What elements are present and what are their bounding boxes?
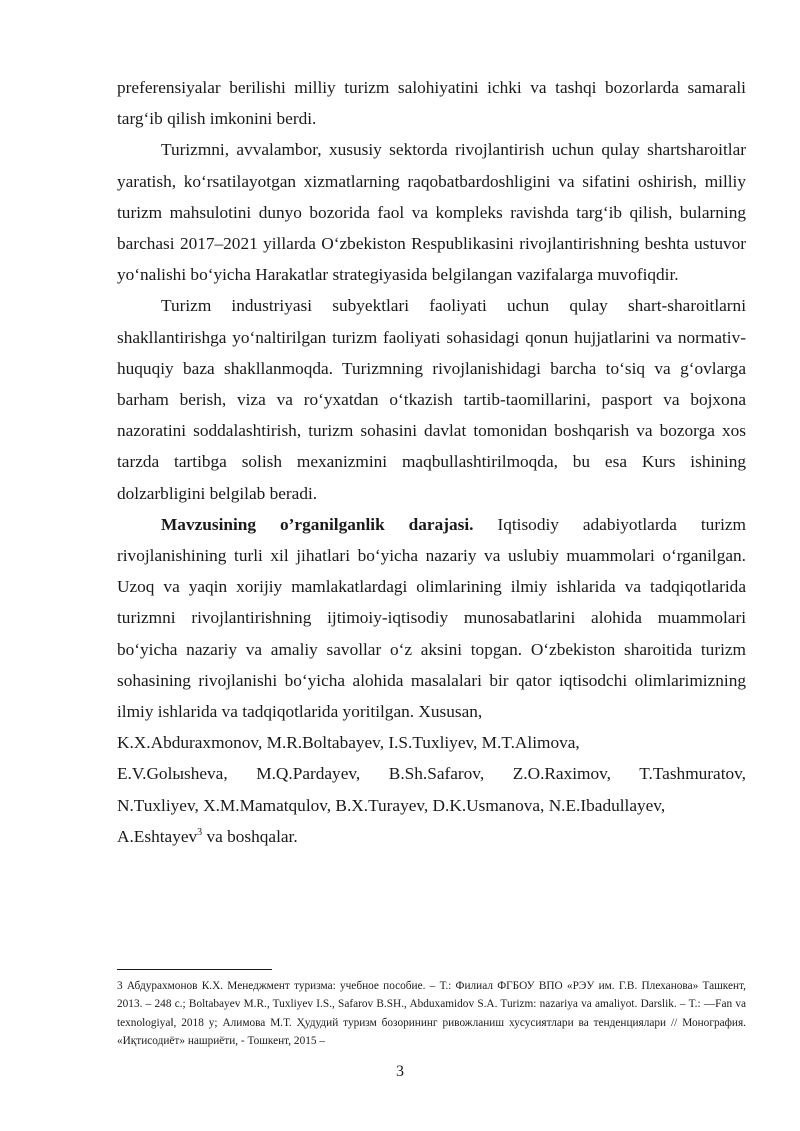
footnote: 3 Абдурахмонов К.Х. Менеджмент туризма: учебное пособие. – Т.: Филиал ФГБОУ ВПО «РЭУ им. Г.В. Плеханова» Ташкент, 2013. – 248 с.; Boltabayev M.R., Tuxliyev I.S., Safarov B.SH., Abduxamidov S.A. Turizm: nazariya va amaliyot. Darslik. – T.: ―Fan va texnologiya‖, 2018 y; Алимова М.Т. Ҳудудий туризм бозорининг ривожланиш хусусиятлари ва тенденциялари // Монография. «Иқтисодиёт» нашриёти, - Тошкент, 2015 –: [117, 980, 746, 1048]
page-number: 3: [396, 1063, 404, 1080]
section-heading: Mavzusining o’rganilganlik darajasi.: [161, 514, 474, 534]
body-text: [117, 72, 746, 852]
authors-line-1: K.X.Abduraxmonov, M.R.Boltabayev, I.S.Tuxliyev, M.T.Alimova,: [117, 733, 580, 753]
paragraph-2: Turizmni, avvalambor, xususiy sektorda rivojlantirish uchun qulay shartsharoitlar yaratish, ko‘rsatilayotgan xizmatlarning raqobatbardoshligini va sifatini oshirish, milliy turizm mahsulotini dunyo bozorida faol va kompleks ravishda targ‘ib qilish, bularning barchasi 2017–2021 yillarda O‘zbekiston Respublikasini rivojlantirishning beshta ustuvor yo‘nalishi bo‘yicha Harakatlar strategiyasida belgilangan vazifalarga muvofiqdir.: [117, 140, 746, 285]
paragraph-1: preferensiyalar berilishi milliy turizm salohiyatini ichki va tashqi bozorlarda samarali targ‘ib qilish imkonini berdi.: [117, 78, 746, 129]
author-eshtayev: A.Eshtayev: [117, 826, 198, 846]
paragraph-4-text: Iqtisodiy adabiyotlarda turizm rivojlanishining turli xil jihatlari bo‘yicha nazariy va uslubiy muammolari o‘rganilgan. Uzoq va yaqin xorijiy mamlakatlardagi olimlarining ilmiy ishlarida va tadqiqotlarida turizmni rivojlantirishning ijtimoiy-iqtisodiy munosabatlarini alohida muammolari bo‘yicha nazariy va amaliy savollar o‘z aksini topgan. O‘zbekiston sharoitida turizm sohasining rivojlanishi bo‘yicha alohida masalalari bir qator iqtisodchi olimlarimizning ilmiy ishlarida va tadqiqotlarida yoritilgan. Xususan,: [117, 514, 746, 722]
footnote-separator: [117, 969, 272, 970]
authors-line-4-rest: va boshqalar.: [202, 826, 298, 846]
footnote-marker[interactable]: 3: [197, 827, 203, 839]
authors-line-4: [117, 821, 746, 852]
authors-line-3: N.Tuxliyev, X.M.Mamatqulov, B.X.Turayev, D.K.Usmanova, N.E.Ibadullayev,: [117, 795, 666, 815]
authors-line-2: E.V.Golыsheva, M.Q.Pardayev, B.Sh.Safarov, Z.O.Raximov, T.Tashmuratov,: [117, 764, 746, 784]
paragraph-3: Turizm industriyasi subyektlari faoliyati uchun qulay shart-sharoitlarni shakllantirishga yo‘naltirilgan turizm faoliyati sohasidagi qonun hujjatlarini va normativ-huquqiy baza shakllanmoqda. Turizmning rivojlanishidagi barcha to‘siq va g‘ovlarga barham berish, viza va ro‘yxatdan o‘tkazish tartib-taomillarini, pasport va bojxona nazoratini soddalashtirish, turizm sohasini davlat tomonidan boshqarish va bozorga xos tarzda tartibga solish mexanizmini maqbullashtirilmoqda, bu esa Kurs ishining dolzarbligini belgilab beradi.: [117, 296, 746, 503]
paragraph-4: [117, 509, 746, 727]
